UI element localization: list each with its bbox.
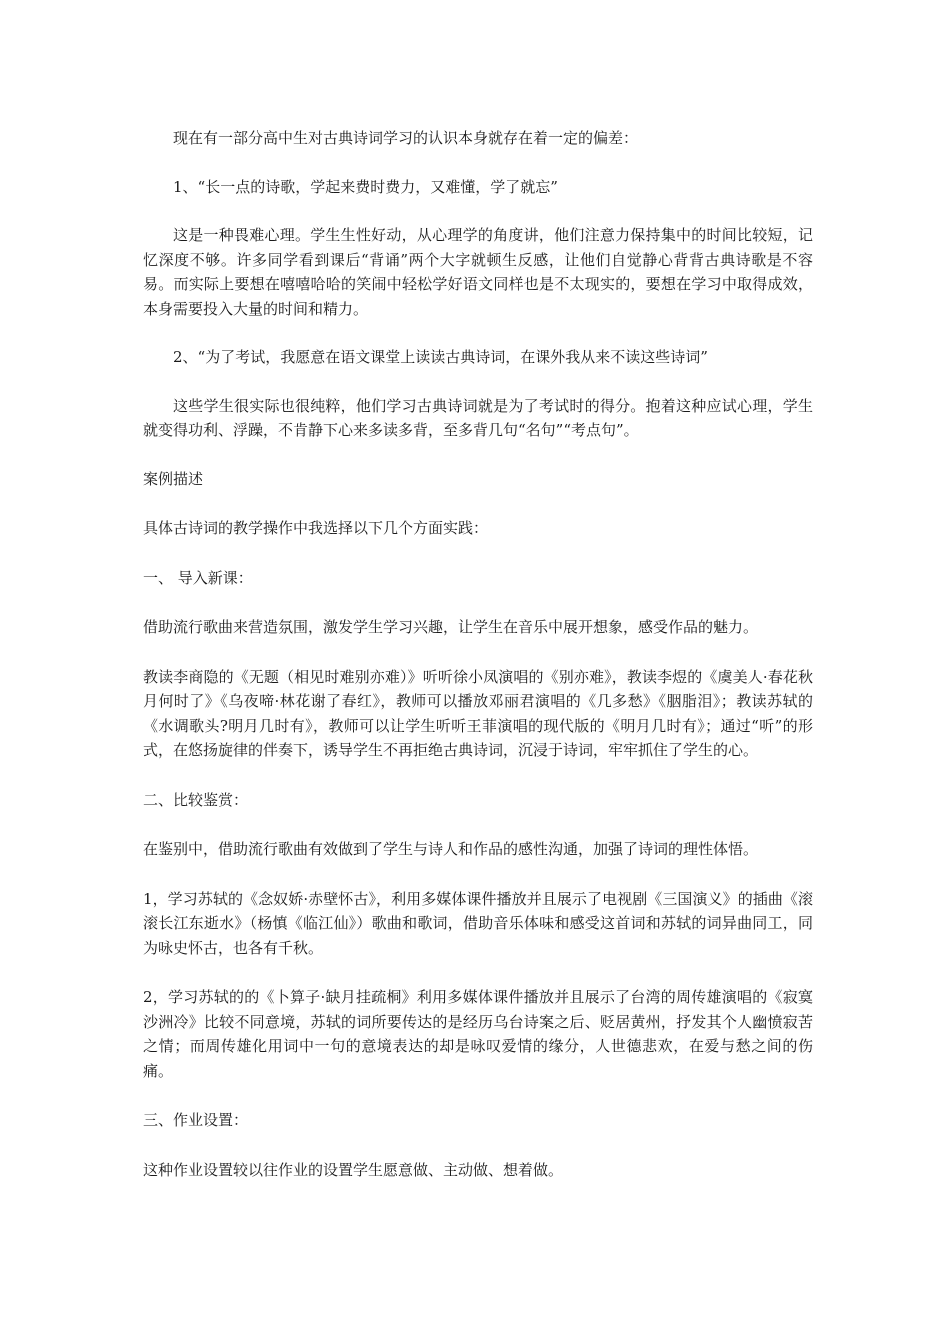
- paragraph-section-1-summary: 借助流行歌曲来营造氛围，激发学生学习兴趣，让学生在音乐中展开想象，感受作品的魅力。: [143, 618, 759, 636]
- paragraph-section-3-body: 这种作业设置较以往作业的设置学生愿意做、主动做、想着做。: [143, 1160, 564, 1179]
- paragraph-section-2-summary: 在鉴别中，借助流行歌曲有效做到了学生与诗人和作品的感性沟通，加强了诗词的理性体悟。: [143, 840, 759, 858]
- paragraph-practice-intro: 具体古诗词的教学操作中我选择以下几个方面实践：: [143, 519, 489, 537]
- paragraph-intro: 现在有一部分高中生对古典诗词学习的认识本身就存在着一定的偏差：: [173, 129, 639, 147]
- paragraph-section-2-item-1: 1，学习苏轼的《念奴娇·赤壁怀古》，利用多媒体课件播放并且展示了电视剧《三国演义》的插曲《滚滚长江东逝水》（杨慎《临江仙》）歌曲和歌词，借助音乐体味和感受这首词和苏轼的词异曲同工，同为咏史怀古，也各有千秋。: [143, 889, 813, 957]
- paragraph-point-2-body: 这些学生很实际也很纯粹，他们学习古典诗词就是为了考试时的得分。抱着这种应试心理，学生就变得功利、浮躁，不肯静下心来多读多背，至多背几句“名句”“考点句”。: [143, 396, 813, 439]
- paragraph-point-2-heading: 2、“为了考试，我愿意在语文课堂上读读古典诗词，在课外我从来不读这些诗词”: [173, 348, 708, 366]
- paragraph-section-2-item-2: 2，学习苏轼的的《卜算子·缺月挂疏桐》利用多媒体课件播放并且展示了台湾的周传雄演唱的《寂寞沙洲冷》比较不同意境，苏轼的词所要传达的是经历乌台诗案之后、贬居黄州，抒发其个人幽愤寂苦之情；而周传雄化用词中一句的意境表达的却是咏叹爱情的缘分，人世德悲欢，在爱与愁之间的伤痛。: [143, 988, 813, 1080]
- section-heading-1: 一、 导入新课：: [143, 568, 253, 587]
- section-heading-2: 二、比较鉴赏：: [143, 790, 249, 809]
- paragraph-point-1-body: 这是一种畏难心理。学生生性好动，从心理学的角度讲，他们注意力保持集中的时间比较短，记忆深度不够。许多同学看到课后“背诵”两个大字就顿生反感，让他们自觉静心背背古典诗歌是不容易。而实际上要想在嘻嘻哈哈的笑闹中轻松学好语文同样也是不太现实的，要想在学习中取得成效，本身需要投入大量的时间和精力。: [143, 226, 813, 318]
- section-heading-3: 三、作业设置：: [143, 1111, 249, 1129]
- paragraph-point-1-heading: 1、“长一点的诗歌，学起来费时费力，又难懂，学了就忘”: [173, 177, 558, 196]
- document-page: [143, 126, 813, 1182]
- paragraph-section-1-body: 教读李商隐的《无题（相见时难别亦难）》听听徐小凤演唱的《别亦难》，教读李煜的《虞美人·春花秋月何时了》《乌夜啼·林花谢了春红》，教师可以播放邓丽君演唱的《几多愁》《胭脂泪》；教读苏轼的《水调歌头?明月几时有》，教师可以让学生听听王菲演唱的现代版的《明月几时有》；通过“听”的形式，在悠扬旋律的伴奏下，诱导学生不再拒绝古典诗词，沉浸于诗词，牢牢抓住了学生的心。: [143, 667, 813, 759]
- section-heading-case: 案例描述: [143, 469, 204, 488]
